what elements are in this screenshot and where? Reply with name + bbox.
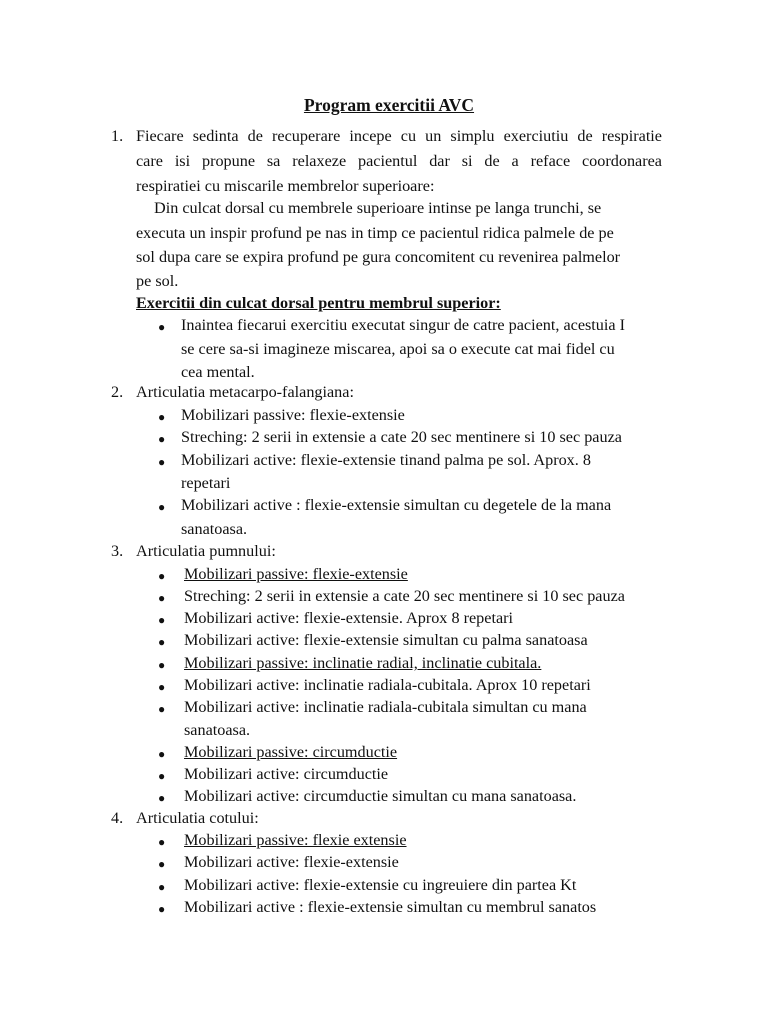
bullet-icon: ● — [158, 455, 166, 469]
paragraph-line-1: Din culcat dorsal cu membrele superioare intinse pe langa trunchi, se — [154, 199, 602, 217]
paragraph-line-2: executa un inspir profund pe nas in timp ce pacientul ridica palmele de pe — [136, 224, 614, 242]
bullet-icon: ● — [158, 569, 166, 583]
paragraph-line-4: pe sol. — [136, 272, 179, 290]
section-1-line-1: Fiecare sedinta de recuperare incepe cu un simplu exerciutiu de respiratie — [136, 127, 662, 145]
section-heading: Articulatia pumnului: — [136, 542, 276, 560]
bullet-icon: ● — [158, 658, 166, 672]
bullet-icon: ● — [158, 747, 166, 761]
bullet-icon: ● — [158, 500, 166, 514]
bullet-icon: ● — [158, 857, 166, 871]
bullet-icon: ● — [158, 613, 166, 627]
list-item: Mobilizari active: inclinatie radiala-cubitala simultan cu mana — [184, 698, 587, 716]
list-item-line: cea mental. — [181, 363, 255, 381]
section-1-line-2: care isi propune sa relaxeze pacientul dar si de a reface coordonarea — [136, 152, 662, 170]
list-item: Mobilizari passive: flexie-extensie — [184, 565, 408, 583]
list-item: Mobilizari active: circumductie — [184, 765, 389, 783]
bullet-icon: ● — [158, 591, 166, 605]
list-item-line: se cere sa-si imagineze miscarea, apoi sa o execute cat mai fidel cu — [181, 340, 615, 358]
list-item: Mobilizari active: flexie-extensie simultan cu palma sanatoasa — [184, 631, 588, 649]
list-item: Mobilizari active: flexie-extensie cu ingreuiere din partea Kt — [184, 876, 577, 894]
subheading: Exercitii din culcat dorsal pentru membrul superior: — [136, 294, 501, 312]
bullet-icon: ● — [158, 680, 166, 694]
bullet-icon: ● — [158, 880, 166, 894]
section-number: 1. — [111, 127, 124, 145]
paragraph-line-3: sol dupa care se expira profund pe gura concomitent cu revenirea palmelor — [136, 248, 621, 266]
list-item: Mobilizari passive: flexie extensie — [184, 831, 407, 849]
section-heading: Articulatia metacarpo-falangiana: — [136, 383, 354, 401]
bullet-icon: ● — [158, 432, 166, 446]
section-number: 3. — [111, 542, 124, 560]
section-1-line-3: respiratiei cu miscarile membrelor superioare: — [136, 177, 435, 195]
list-item: Mobilizari active: circumductie simultan cu mana sanatoasa. — [184, 787, 577, 805]
section-number: 4. — [111, 809, 124, 827]
list-item: Streching: 2 serii in extensie a cate 20 sec mentinere si 10 sec pauza — [184, 587, 625, 605]
list-item-line: repetari — [181, 474, 231, 492]
list-item: Mobilizari passive: circumductie — [184, 743, 398, 761]
list-item: Mobilizari active : flexie-extensie simultan cu degetele de la mana — [181, 496, 612, 514]
list-item-line: Inaintea fiecarui exercitiu executat singur de catre pacient, acestuia I — [181, 316, 626, 334]
bullet-icon: ● — [158, 791, 166, 805]
section-heading: Articulatia cotului: — [136, 809, 259, 827]
document-title: Program exercitii AVC — [303, 95, 475, 115]
bullet-icon: ● — [158, 702, 166, 716]
bullet-icon: ● — [158, 902, 166, 916]
list-item: Mobilizari passive: flexie-extensie — [181, 406, 405, 424]
list-item: Mobilizari active: inclinatie radiala-cubitala. Aprox 10 repetari — [184, 676, 591, 694]
list-item-line: sanatoasa. — [184, 721, 251, 739]
bullet-icon: ● — [158, 410, 166, 424]
list-item-line: sanatoasa. — [181, 520, 248, 538]
section-number: 2. — [111, 383, 124, 401]
bullet-icon: ● — [158, 320, 166, 334]
list-item: Mobilizari active : flexie-extensie simultan cu membrul sanatos — [184, 898, 597, 916]
bullet-icon: ● — [158, 769, 166, 783]
list-item: Mobilizari active: flexie-extensie — [184, 853, 399, 871]
list-item: Streching: 2 serii in extensie a cate 20 sec mentinere si 10 sec pauza — [181, 428, 622, 446]
bullet-icon: ● — [158, 635, 166, 649]
list-item: Mobilizari active: flexie-extensie tinand palma pe sol. Aprox. 8 — [181, 451, 591, 469]
list-item: Mobilizari active: flexie-extensie. Aprox 8 repetari — [184, 609, 514, 627]
list-item: Mobilizari passive: inclinatie radial, inclinatie cubitala. — [184, 654, 542, 672]
bullet-icon: ● — [158, 835, 166, 849]
